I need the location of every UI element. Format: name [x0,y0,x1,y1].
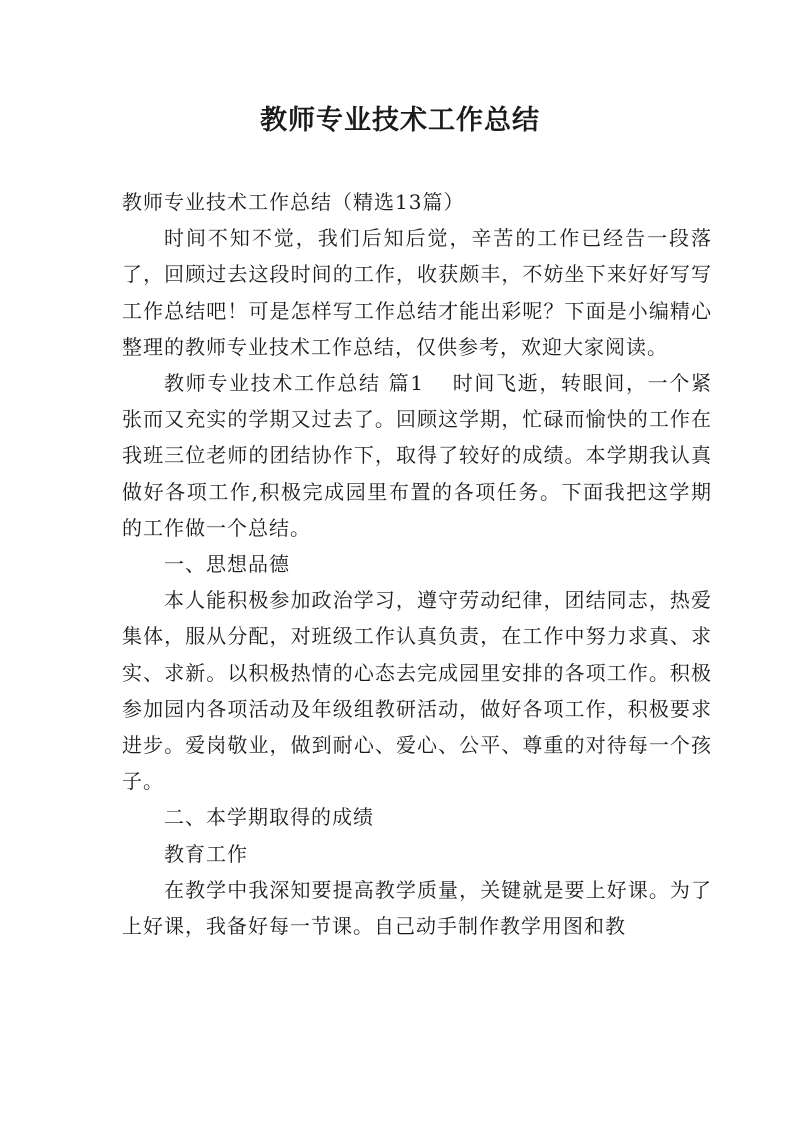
article1-intro: 时间飞逝，转眼间，一个紧张而又充实的学期又过去了。回顾这学期，忙碌而愉快的工作在我班三位老师的团结协作下，取得了较好的成绩。本学期我认真做好各项工作,积极完成园里布置的各项任务。下面我把这学期的工作做一个总结。 [122,371,712,540]
section1-heading: 一、思想品德 [164,552,290,577]
article1-heading: 教师专业技术工作总结 篇1 [164,371,425,396]
section1-paragraph: 本人能积极参加政治学习，遵守劳动纪律，团结同志，热爱集体，服从分配，对班级工作认真负责，在工作中努力求真、求实、求新。以积极热情的心态去完成园里安排的各项工作。积极参加园内各项活动及年级组教研活动，做好各项工作，积极要求进步。爱岗敬业，做到耐心、爱心、公平、尊重的对待每一个孩子。 [122,588,712,794]
document-title: 教师专业技术工作总结 [260,105,540,136]
document-subtitle: 教师专业技术工作总结（精选13篇） [122,190,465,214]
section2-heading: 二、本学期取得的成绩 [164,805,374,830]
subsection-paragraph: 在教学中我深知要提高教学质量，关键就是要上好课。为了上好课，我备好每一节课。自己动手制作教学用图和教 [122,877,712,939]
intro-paragraph: 时间不知不觉，我们后知后觉，辛苦的工作已经告一段落了，回顾过去这段时间的工作，收获颇丰，不妨坐下来好好写写工作总结吧！可是怎样写工作总结才能出彩呢？下面是小编精心整理的教师专业技术工作总结，仅供参考，欢迎大家阅读。 [122,226,712,359]
document-body [122,184,712,944]
article1-paragraph [122,365,712,546]
subsection-heading: 教育工作 [164,841,248,866]
